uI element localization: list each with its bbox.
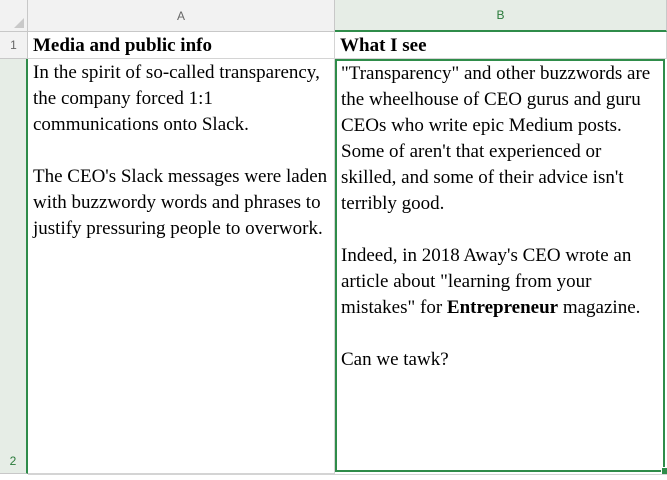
cell-a1[interactable] bbox=[28, 32, 335, 59]
cell-b2-selected[interactable] bbox=[335, 59, 665, 472]
cell-a2-paragraph-2: The CEO's Slack messages were laden with buzzwordy words and phrases to justify pressuring people to overwork. bbox=[33, 166, 328, 239]
column-header-b[interactable]: B bbox=[335, 0, 667, 32]
cell-b2-paragraph-2 bbox=[341, 243, 659, 321]
cell-b2-paragraph-3: Can we tawk? bbox=[341, 349, 449, 370]
select-all-corner[interactable] bbox=[0, 0, 28, 32]
row-3-edge bbox=[28, 474, 667, 480]
cell-a2-paragraph-1: In the spirit of so-called transparency, the company forced 1:1 communications onto Slack. bbox=[33, 62, 320, 135]
column-header-a[interactable]: A bbox=[28, 0, 335, 32]
cell-b2-bold-entrepreneur: Entrepreneur bbox=[446, 297, 559, 318]
cell-b2-text-before: Indeed, in 2018 Away's CEO wrote an article about "learning from your mistakes" for bbox=[341, 245, 632, 318]
cell-a2[interactable] bbox=[28, 59, 335, 474]
cell-b1-text: What I see bbox=[340, 35, 427, 56]
cell-b2-paragraph-1: "Transparency" and other buzzwords are the wheelhouse of CEO gurus and guru CEOs who write epic Medium posts. Some of aren't that experienced or skilled, and some of their advice isn't terribly good. bbox=[341, 63, 651, 214]
row-header-2[interactable]: 2 bbox=[0, 59, 28, 474]
cell-a1-text: Media and public info bbox=[33, 35, 212, 56]
row-header-1[interactable]: 1 bbox=[0, 32, 28, 59]
cell-b1[interactable] bbox=[335, 32, 667, 59]
cell-b2-text-after: magazine. bbox=[558, 297, 641, 318]
